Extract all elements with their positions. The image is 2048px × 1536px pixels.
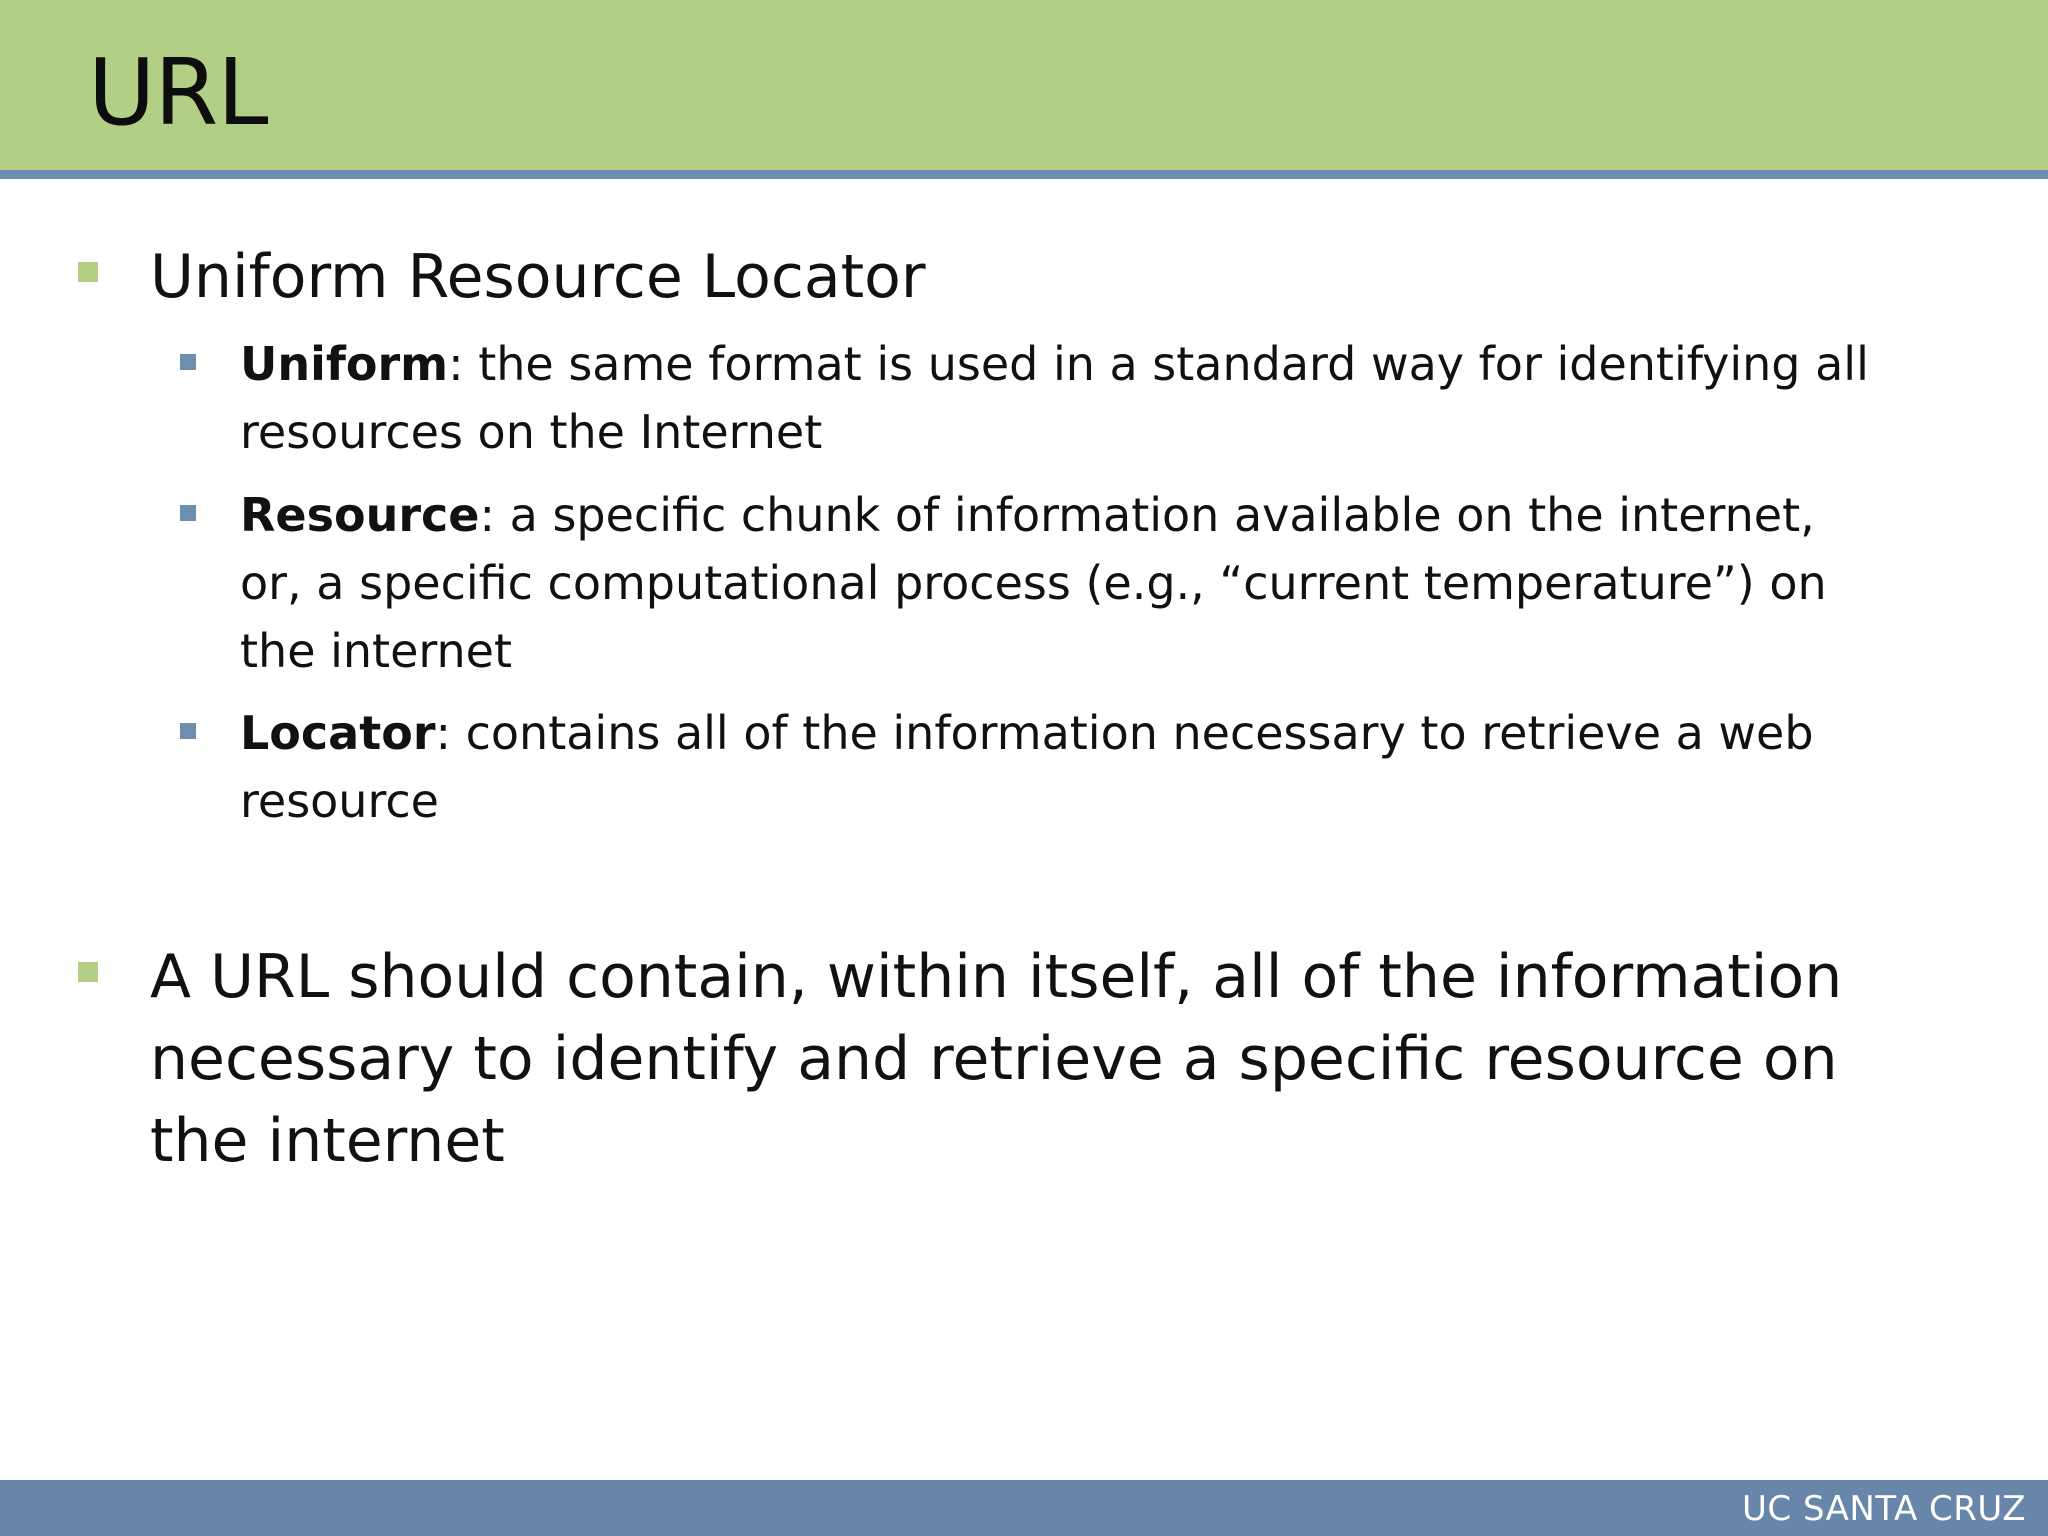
definition-resource: : a specific chunk of information available on the internet, or, a specific computational process (e.g., “current temperature”) on the internet — [240, 488, 1827, 678]
sub-bullet-resource — [240, 481, 1880, 685]
term-resource: Resource — [240, 488, 480, 542]
slide-title: URL — [88, 39, 268, 146]
bullet-text-uniform-resource-locator: Uniform Resource Locator — [150, 242, 926, 312]
sub-bullet-locator — [240, 699, 1880, 835]
sub-bullet-square-icon — [180, 505, 196, 521]
sub-bullet-uniform — [240, 330, 1880, 466]
bullet-square-icon — [78, 262, 98, 282]
footer-bar — [0, 1480, 2048, 1536]
definition-locator: : contains all of the information necessary to retrieve a web resource — [240, 706, 1814, 828]
term-uniform: Uniform — [240, 337, 449, 391]
bullet-square-icon — [78, 962, 98, 982]
term-locator: Locator — [240, 706, 436, 760]
sub-bullet-square-icon — [180, 723, 196, 739]
footer-university-name: UC SANTA CRUZ — [1742, 1489, 2026, 1529]
sub-bullet-square-icon — [180, 354, 196, 370]
definition-uniform: : the same format is used in a standard way for identifying all resources on the Internet — [240, 337, 1869, 459]
bullet-text-url-definition: A URL should contain, within itself, all of the information necessary to identify and retrieve a specific resource on the internet — [150, 942, 1843, 1176]
